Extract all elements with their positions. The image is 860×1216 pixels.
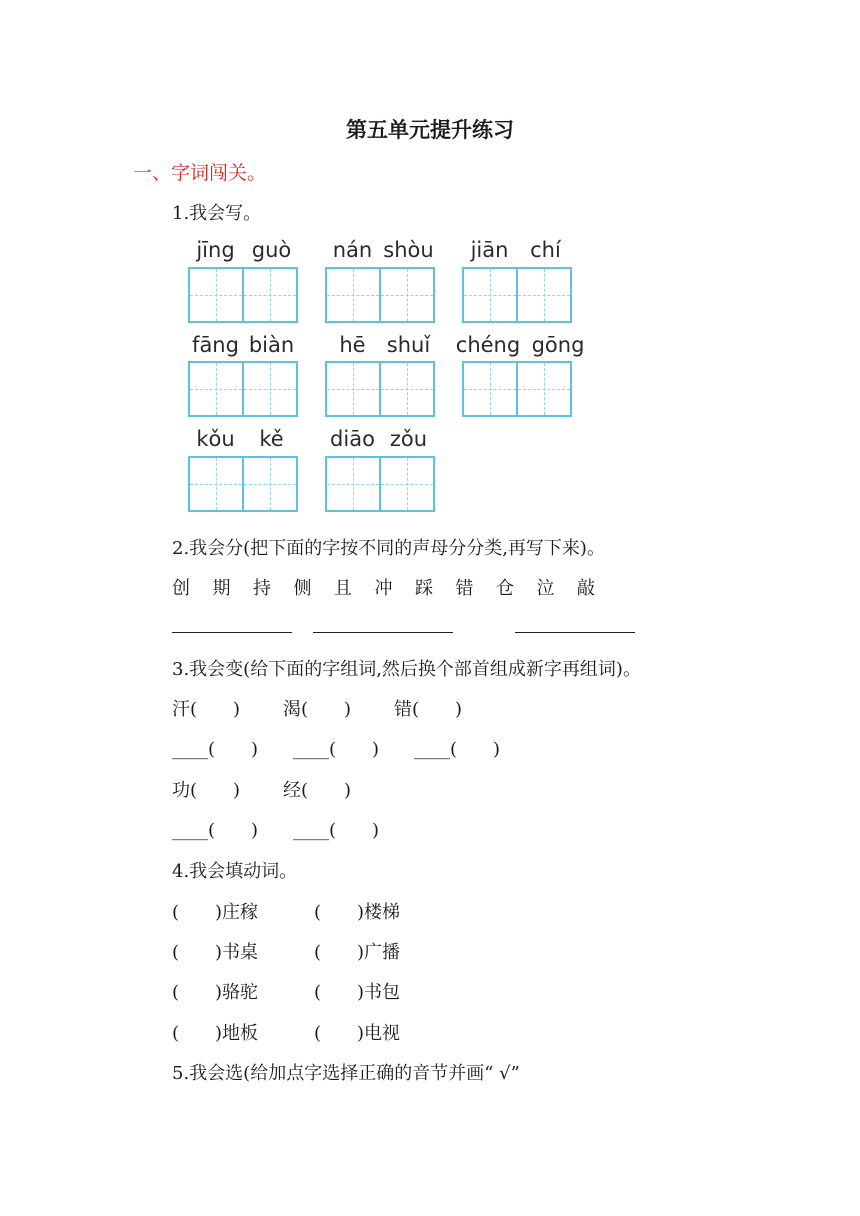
blank-item[interactable]: ( )地板 <box>172 1023 259 1044</box>
blank-item[interactable]: ____( ) <box>172 739 259 760</box>
pinyin: chéng <box>455 333 521 357</box>
pinyin: biàn <box>248 333 295 357</box>
blank-item[interactable]: ____( ) <box>172 820 259 841</box>
blank-item[interactable]: ____( ) <box>414 739 501 760</box>
writing-grid[interactable] <box>188 361 298 417</box>
writing-grid[interactable] <box>325 456 435 512</box>
question-1-label: 1.我会写。 <box>172 203 262 224</box>
blank-item[interactable]: ( )书桌 <box>172 942 259 963</box>
answer-line[interactable] <box>515 632 635 633</box>
writing-grid[interactable] <box>188 267 298 323</box>
character: 创 <box>172 578 190 599</box>
pinyin: kǒu <box>196 427 235 451</box>
pinyin: jiān <box>470 238 509 262</box>
character: 期 <box>212 578 231 599</box>
blank-item[interactable]: 经( ) <box>283 780 352 801</box>
character: 侧 <box>293 578 312 599</box>
pinyin: gōng <box>531 333 585 357</box>
blank-item[interactable]: ( )电视 <box>314 1023 401 1044</box>
blank-item[interactable]: 汗( ) <box>172 699 241 720</box>
answer-line[interactable] <box>313 632 453 633</box>
pinyin: diāo <box>330 427 375 451</box>
character: 踩 <box>415 578 433 599</box>
pinyin: chí <box>530 238 561 262</box>
pinyin: shòu <box>383 238 434 262</box>
blank-item[interactable]: ____( ) <box>293 739 380 760</box>
pinyin: zǒu <box>389 427 428 451</box>
character-list <box>172 574 618 600</box>
pinyin: fāng <box>192 333 239 357</box>
question-2-label: 2.我会分(把下面的字按不同的声母分分类,再写下来)。 <box>172 538 605 559</box>
blank-item[interactable]: 错( ) <box>394 699 463 720</box>
blank-item[interactable]: ( )书包 <box>314 982 401 1003</box>
blank-item[interactable]: ( )楼梯 <box>314 902 401 923</box>
writing-grid[interactable] <box>325 361 435 417</box>
question-4-label: 4.我会填动词。 <box>172 861 298 882</box>
question-5-label: 5.我会选(给加点字选择正确的音节并画“ √” <box>172 1063 520 1084</box>
character: 且 <box>334 578 352 599</box>
pinyin: guò <box>251 238 292 262</box>
character: 泣 <box>536 578 555 599</box>
writing-grid[interactable] <box>462 267 572 323</box>
character: 冲 <box>374 578 393 599</box>
character: 错 <box>455 578 474 599</box>
answer-line[interactable] <box>172 632 292 633</box>
blank-item[interactable]: 功( ) <box>172 780 241 801</box>
character: 敲 <box>577 578 595 599</box>
blank-item[interactable]: 渴( ) <box>283 699 352 720</box>
blank-item[interactable]: ( )广播 <box>314 942 401 963</box>
writing-grid[interactable] <box>188 456 298 512</box>
character: 持 <box>253 578 271 599</box>
section-heading: 一、字词闯关。 <box>133 162 267 184</box>
blank-item[interactable]: ____( ) <box>293 820 380 841</box>
blank-item[interactable]: ( )骆驼 <box>172 982 259 1003</box>
writing-grid[interactable] <box>462 361 572 417</box>
pinyin: kě <box>259 427 284 451</box>
pinyin: hē <box>339 333 366 357</box>
question-3-label: 3.我会变(给下面的字组词,然后换个部首组成新字再组词)。 <box>172 659 641 680</box>
character: 仓 <box>496 578 514 599</box>
writing-grid[interactable] <box>325 267 435 323</box>
page-title: 第五单元提升练习 <box>346 117 514 142</box>
pinyin: jīng <box>196 238 235 262</box>
blank-item[interactable]: ( )庄稼 <box>172 902 259 923</box>
pinyin: nán <box>332 238 373 262</box>
pinyin: shuǐ <box>386 333 431 357</box>
